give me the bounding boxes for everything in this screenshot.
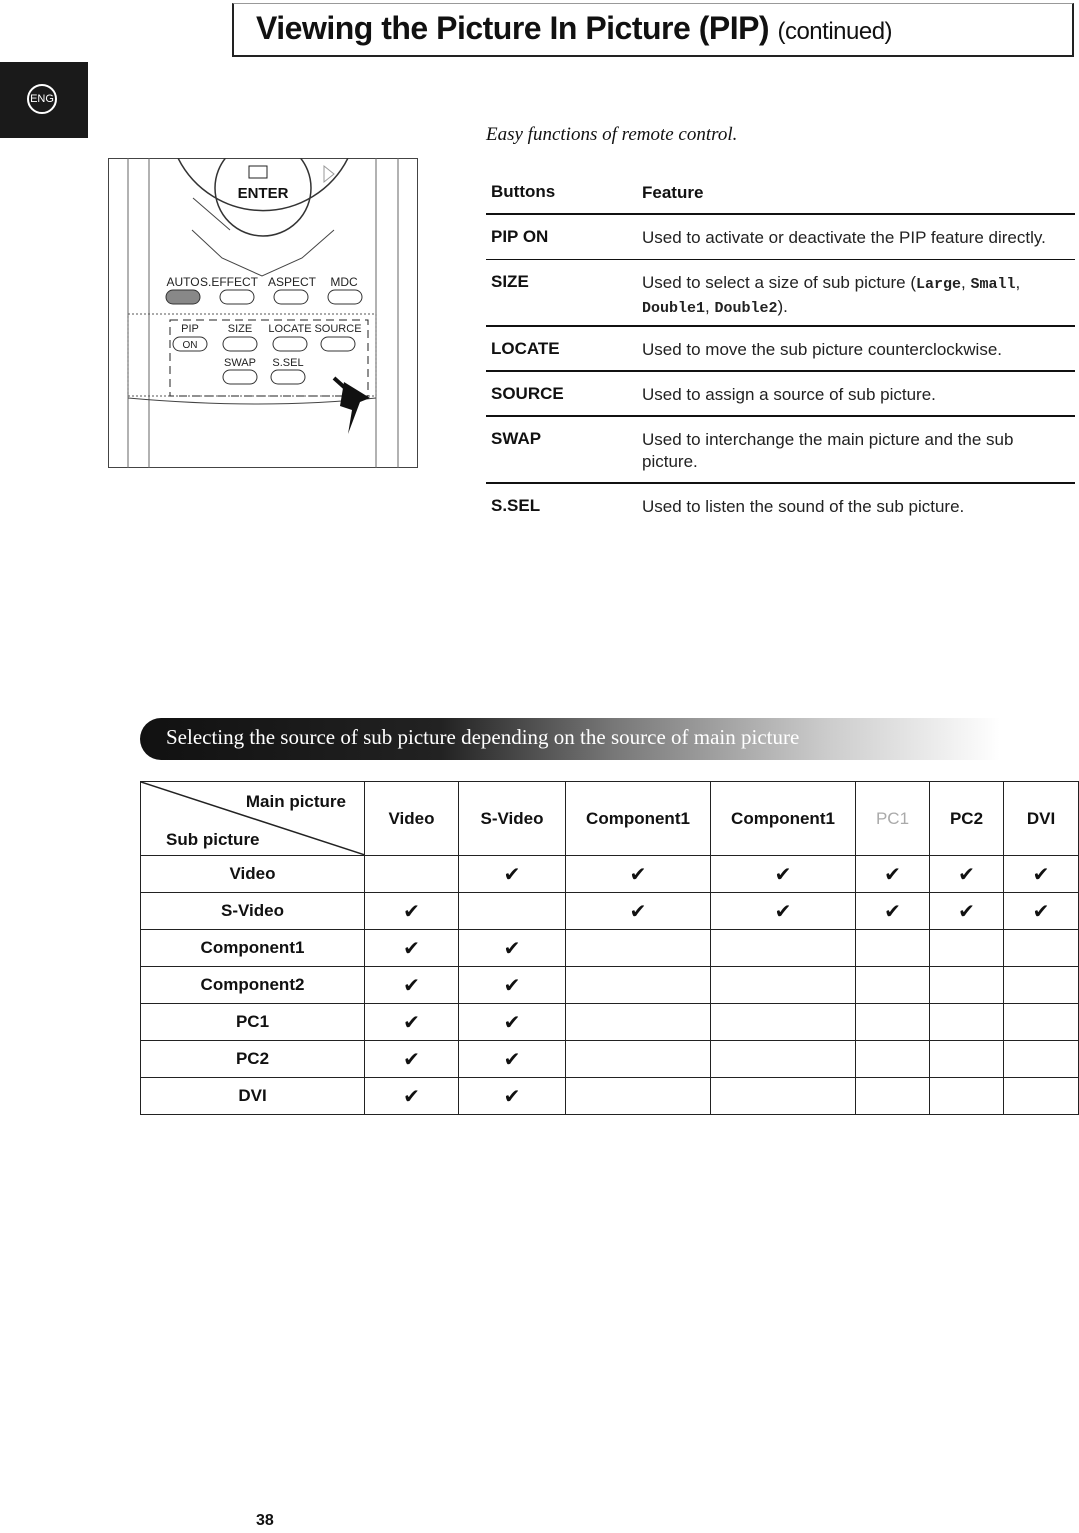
compat-cell [566, 930, 711, 967]
compat-cell [1004, 1004, 1079, 1041]
function-row-s-sel [486, 492, 1075, 529]
compat-cell: ✔ [459, 1078, 566, 1115]
size-button[interactable] [223, 337, 257, 351]
compat-cell [566, 1004, 711, 1041]
page-title-box [232, 3, 1074, 57]
pip-label: PIP [181, 323, 199, 335]
compat-cell [1004, 1078, 1079, 1115]
function-row-pip-on [486, 223, 1075, 260]
compat-cell: ✔ [365, 893, 459, 930]
table-row [141, 1078, 1079, 1115]
table-body [141, 856, 1079, 1115]
function-row-source [486, 380, 1075, 417]
functions-heading: Easy functions of remote control. [486, 124, 738, 145]
function-button-name: S.SEL [491, 496, 541, 515]
compat-cell [711, 1004, 856, 1041]
size-option-double1: Double1 [642, 300, 706, 317]
compat-cell [930, 930, 1004, 967]
col-header-dvi: DVI [1004, 782, 1079, 856]
compat-cell [1004, 1041, 1079, 1078]
function-feature-text: Used to activate or deactivate the PIP feature directly. [642, 228, 1046, 247]
function-button-name: SIZE [491, 272, 529, 291]
language-badge: ENG [27, 84, 57, 114]
compat-cell: ✔ [566, 893, 711, 930]
table-row [141, 967, 1079, 1004]
row-label: DVI [141, 1078, 365, 1115]
page-number: 38 [256, 1512, 274, 1529]
compat-cell: ✔ [459, 1041, 566, 1078]
row-label: Video [141, 856, 365, 893]
table-row [141, 930, 1079, 967]
feature-text-suffix: ). [777, 297, 788, 316]
compat-cell: ✔ [365, 1004, 459, 1041]
compat-cell [856, 930, 930, 967]
s-effect-button[interactable] [220, 290, 254, 304]
auto-label: AUTO [166, 275, 200, 289]
compat-cell: ✔ [365, 967, 459, 1004]
mdc-label: MDC [330, 275, 358, 289]
locate-button[interactable] [273, 337, 307, 351]
compat-cell [365, 856, 459, 893]
function-feature-text: Used to select a size of sub picture (Large, Small, Double1, Double2). [642, 273, 1021, 317]
size-option-double2: Double2 [714, 300, 778, 317]
source-compat-table [140, 781, 1079, 1115]
aspect-label: ASPECT [267, 275, 317, 289]
section-title: Selecting the source of sub picture depending on the source of main picture [166, 725, 800, 749]
enter-button-label: ENTER [237, 185, 289, 202]
compat-cell: ✔ [1004, 893, 1079, 930]
row-label: Component1 [141, 930, 365, 967]
compat-cell [930, 1004, 1004, 1041]
compat-cell [930, 1078, 1004, 1115]
compat-cell: ✔ [930, 856, 1004, 893]
compat-cell: ✔ [459, 967, 566, 1004]
page-title [256, 10, 892, 47]
size-option-large: Large [916, 276, 962, 293]
compat-cell [459, 893, 566, 930]
compat-cell [711, 1078, 856, 1115]
swap-button[interactable] [223, 370, 257, 384]
compat-cell [711, 930, 856, 967]
function-button-name: LOCATE [491, 339, 560, 358]
compat-cell [711, 967, 856, 1004]
compat-cell: ✔ [459, 856, 566, 893]
table-row [141, 1004, 1079, 1041]
function-feature-text: Used to listen the sound of the sub picture. [642, 497, 965, 516]
table-row [141, 856, 1079, 893]
compat-cell: ✔ [1004, 856, 1079, 893]
sub-picture-label: Sub picture [166, 830, 260, 849]
compat-cell: ✔ [459, 1004, 566, 1041]
s-sel-button[interactable] [271, 370, 305, 384]
compat-cell [566, 967, 711, 1004]
auto-button[interactable] [166, 290, 200, 304]
compat-cell: ✔ [856, 856, 930, 893]
table-row [141, 1041, 1079, 1078]
row-label: S-Video [141, 893, 365, 930]
row-label: PC1 [141, 1004, 365, 1041]
compat-cell: ✔ [459, 930, 566, 967]
col-header-pc1: PC1 [856, 782, 930, 856]
row-label: PC2 [141, 1041, 365, 1078]
size-label: SIZE [227, 323, 253, 335]
col-header-pc2: PC2 [930, 782, 1004, 856]
diagonal-header-cell [141, 782, 365, 856]
size-option-small: Small [970, 276, 1016, 293]
feature-column-header: Feature [642, 183, 704, 202]
compat-cell [1004, 967, 1079, 1004]
col-header-component1-second: Component1 [711, 782, 856, 856]
s-sel-label: S.SEL [272, 357, 304, 369]
source-label: SOURCE [314, 323, 362, 335]
row-label: Component2 [141, 967, 365, 1004]
compat-cell: ✔ [711, 856, 856, 893]
compat-cell [930, 1041, 1004, 1078]
function-button-name: SOURCE [491, 384, 564, 403]
compat-cell [930, 967, 1004, 1004]
table-row [141, 893, 1079, 930]
functions-table [486, 178, 1075, 529]
functions-header-row [486, 178, 1075, 215]
compat-cell [856, 1078, 930, 1115]
col-header-video: Video [365, 782, 459, 856]
s-effect-label: S.EFFECT [199, 275, 259, 289]
function-row-swap [486, 425, 1075, 484]
function-row-locate [486, 335, 1075, 372]
compat-cell: ✔ [711, 893, 856, 930]
remote-control-illustration [108, 158, 418, 468]
compat-cell [856, 1041, 930, 1078]
function-row-size [486, 268, 1075, 327]
compat-cell: ✔ [365, 1041, 459, 1078]
compat-cell [566, 1041, 711, 1078]
aspect-button[interactable] [274, 290, 308, 304]
function-feature-text: Used to interchange the main picture and the sub picture. [642, 430, 1014, 471]
col-header-component1: Component1 [566, 782, 711, 856]
swap-label: SWAP [224, 357, 256, 369]
main-picture-label: Main picture [245, 792, 346, 811]
function-button-name: PIP ON [491, 227, 549, 246]
compat-cell: ✔ [856, 893, 930, 930]
source-button[interactable] [321, 337, 355, 351]
feature-text-prefix: Used to select a size of sub picture ( [642, 273, 917, 292]
compat-cell [1004, 930, 1079, 967]
compat-cell: ✔ [365, 930, 459, 967]
mdc-button[interactable] [328, 290, 362, 304]
compat-cell: ✔ [930, 893, 1004, 930]
compat-cell: ✔ [566, 856, 711, 893]
col-header-s-video: S-Video [459, 782, 566, 856]
pip-on-label: ON [182, 340, 198, 351]
buttons-column-header: Buttons [491, 182, 556, 201]
page-title-sub: (continued) [777, 18, 893, 45]
compat-cell [711, 1041, 856, 1078]
compat-cell [566, 1078, 711, 1115]
function-feature-text: Used to move the sub picture counterclockwise. [642, 340, 1003, 359]
page-title-main: Viewing the Picture In Picture (PIP) [256, 10, 770, 46]
function-button-name: SWAP [491, 429, 542, 448]
table-header-row [141, 782, 1079, 856]
locate-label: LOCATE [268, 323, 312, 335]
function-feature-text: Used to assign a source of sub picture. [642, 385, 936, 404]
compat-cell: ✔ [365, 1078, 459, 1115]
compat-cell [856, 1004, 930, 1041]
compat-cell [856, 967, 930, 1004]
